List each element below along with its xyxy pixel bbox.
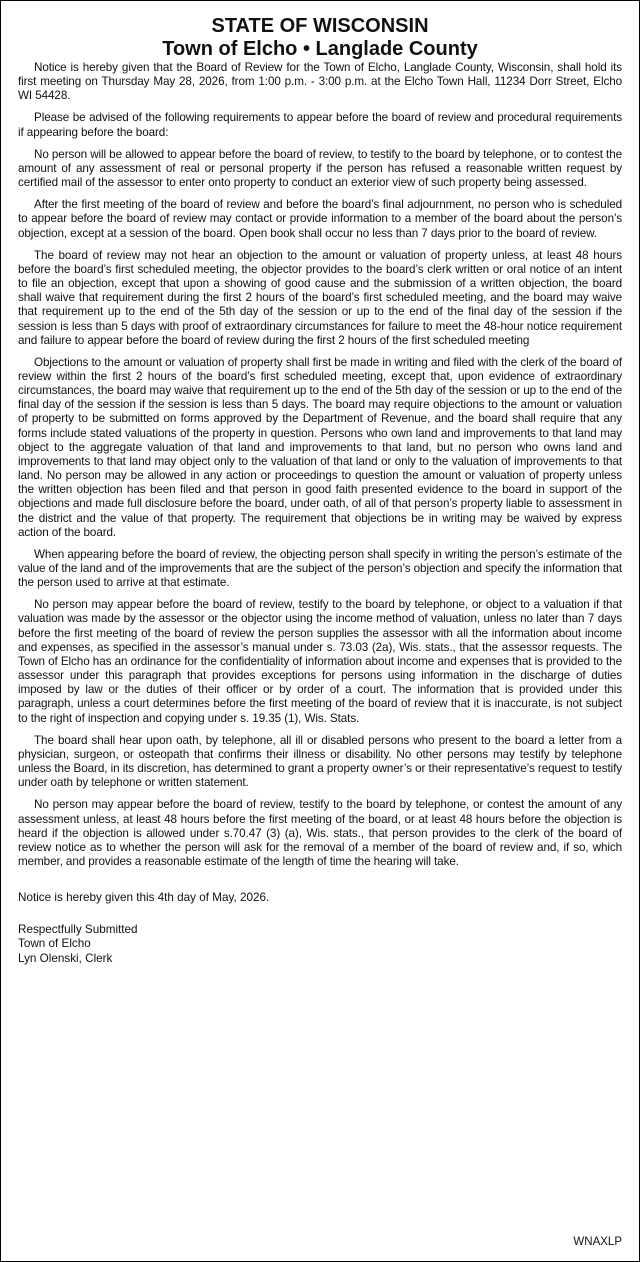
- title-line-state: STATE OF WISCONSIN: [211, 15, 429, 37]
- paragraph-income-method: No person may appear before the board of review, testify to the board by telephone, or object to a valuation if that valuation was made by the assessor or the objector using the income method of valuation, unless no later than 7 days before the first meeting of the board of review the person supplies the assessor with all the information about income and expenses, as specified in the assessor’s manual under s. 73.03 (2a), Wis. stats., that the assessor requests. The Town of Elcho has an ordinance for the confidentiality of information about income and expenses that is provided to the assessor under this paragraph that provides exceptions for persons using information in the discharge of duties imposed by law or the duties of their officer or by order of a court. The information that is provided under this paragraph, unless a court determines before the first meeting of the board of review that it is inaccurate, is not subject to the right of inspection and copying under s. 19.35 (1), Wis. Stats.: [18, 598, 622, 725]
- signoff-signer: Lyn Olenski, Clerk: [18, 951, 113, 965]
- paragraph-meeting-notice: Notice is hereby given that the Board of Review for the Town of Elcho, Langlade County, Wisconsin, shall hold its first meeting on Thursday May 28, 2026, from 1:00 p.m. - 3:00 p.m. at the Elcho Town Hall, 11234 Dorr Street, Elcho WI 54428.: [18, 61, 622, 103]
- paragraph-requirements-intro: Please be advised of the following requirements to appear before the board of review and procedural requirements if appearing before the board:: [18, 111, 622, 139]
- signature-block: [18, 923, 622, 965]
- publication-code: WNAXLP: [573, 1236, 622, 1248]
- paragraph-telephone-testimony: The board shall hear upon oath, by telephone, all ill or disabled persons who present to the board a letter from a physician, surgeon, or osteopath that confirms their illness or disability. No other persons may testify by telephone unless the Board, in its discretion, has determined to grant a property owner’s or their representative’s request to testify under oath by telephone or written statement.: [18, 733, 622, 790]
- paragraph-member-removal: No person may appear before the board of review, testify to the board by telephone, or contest the amount of any assessment unless, at least 48 hours before the first meeting of the board, or at least 48 hours before the objection is heard if the objection is allowed under s.70.47 (3) (a), Wis. stats., that person provides to the clerk of the board of review notice as to whether the person will ask for the removal of a member of the board of review and, if so, which member, and provides a reasonable estimate of the length of time the hearing will take.: [18, 798, 622, 868]
- signoff-line: Respectfully Submitted: [18, 923, 138, 937]
- paragraph-value-estimate: When appearing before the board of review, the objecting person shall specify in writing the person’s estimate of the value of the land and of the improvements that are the subject of the person’s objection and specify the information that the person used to arrive at that estimate.: [18, 547, 622, 590]
- notice-body: [18, 61, 622, 869]
- notice-date-line: Notice is hereby given this 4th day of May, 2026.: [18, 891, 270, 905]
- paragraph-48-hour-notice: The board of review may not hear an objection to the amount or valuation of property unless, at least 48 hours before the board’s first scheduled meeting, the objector provides to the board’s clerk written or oral notice of an intent to file an objection, except that upon a showing of good cause and the submission of a written objection, the board shall waive that requirement during the first 2 hours of the board’s first scheduled meeting, and the board may waive that requirement up to the end of the 5th day of the session or up to the end of the final day of the session if the session is less than 5 days with proof of extraordinary circumstances for failure to meet the 48-hour notice requirement and failure to appear before the board of review during the first 2 hours of the first scheduled meeting: [18, 248, 622, 347]
- paragraph-written-objections: Objections to the amount or valuation of property shall first be made in writing and filed with the clerk of the board of review within the first 2 hours of the board’s first scheduled meeting, except that, upon evidence of extraordinary circumstances, the board may waive that requirement up to the end of the 5th day of the session or up to the end of the final day of the session if the session is less than 5 days. The board may require objections to the amount or valuation of property to be submitted on forms approved by the Department of Revenue, and the board shall require that any forms include stated valuations of the property in question. Persons who own land and improvements to that land may object to the aggregate valuation of that land and improvements to that land, but no person who owns land and improvements to that land may object only to the valuation of that land or only to the valuation of improvements to that land. No person may be allowed in any action or proceedings to question the amount or valuation of property unless the written objection has been filed and that person in good faith presented evidence to the board in support of the objections and made full disclosure before the board, under oath, of all of that person’s property liable to assessment in the district and the value of that property. The requirement that objections be in writing may be waived by express action of the board.: [18, 355, 623, 539]
- signoff-org: Town of Elcho: [18, 937, 91, 951]
- title-line-town: Town of Elcho • Langlade County: [162, 38, 478, 60]
- paragraph-contact-restriction: After the first meeting of the board of review and before the board’s final adjournment, no person who is scheduled to appear before the board of review may contact or provide information to a member of the board about the person’s objection, except at a session of the board. Open book shall occur no less than 7 days prior to the board of review.: [18, 198, 622, 240]
- notice-title: [18, 15, 622, 61]
- paragraph-exterior-view: No person will be allowed to appear before the board of review, to testify to the board by telephone, or to contest the amount of any assessment of real or personal property if the person has refused a reasonable written request by certified mail of the assessor to enter onto property to conduct an exterior view of such property being assessed.: [18, 147, 622, 190]
